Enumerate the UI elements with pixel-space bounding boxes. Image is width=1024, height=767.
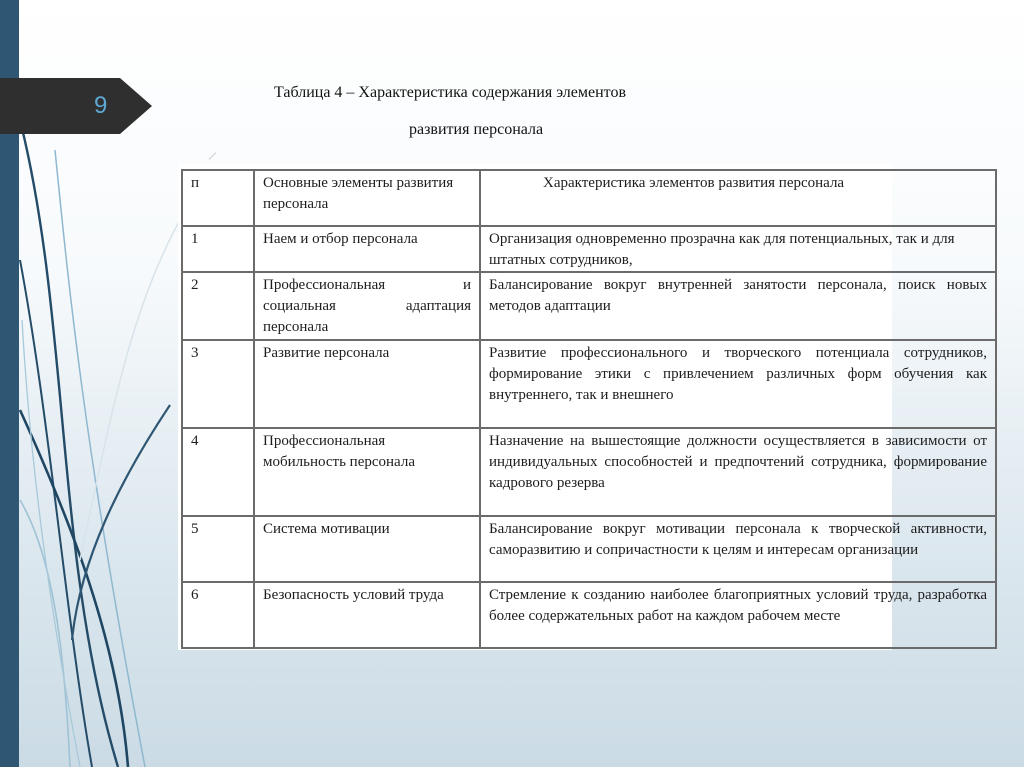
row-number: 2	[182, 272, 254, 340]
header-characteristics: Характеристика элементов развития персонала	[480, 170, 996, 226]
title-line-1: Таблица 4 – Характеристика содержания элементов	[274, 84, 627, 101]
row-description: Стремление к созданию наиболее благоприятных условий труда, разработка более содержательных работ на каждом рабочем месте	[480, 582, 996, 648]
slide-number: 9	[94, 92, 108, 119]
table-row	[182, 226, 996, 272]
row-description: Балансирование вокруг внутренней занятости персонала, поиск новых методов адаптации	[480, 272, 996, 340]
row-description: Организация одновременно прозрачна как для потенциальных, так и для штатных сотрудников,	[480, 226, 996, 272]
row-element: Наем и отбор персонала	[254, 226, 480, 272]
row-element: Безопасность условий труда	[254, 582, 480, 648]
row-number: 1	[182, 226, 254, 272]
row-number: 4	[182, 428, 254, 516]
personnel-development-table	[181, 169, 997, 649]
header-elements: Основные элементы развития персонала	[254, 170, 480, 226]
table-body	[182, 226, 996, 648]
row-number: 6	[182, 582, 254, 648]
table-row	[182, 272, 996, 340]
row-number: 3	[182, 340, 254, 428]
decorative-curve	[20, 410, 128, 767]
decorative-curve	[20, 500, 70, 767]
decorative-curve	[22, 320, 80, 767]
row-description: Развитие профессионального и творческого потенциала сотрудников, формирование этики с привлечением различных форм обучения как внутреннего, так и внешнего	[480, 340, 996, 428]
table-container	[178, 164, 987, 650]
row-element: Профессиональная мобильность персонала	[254, 428, 480, 516]
table-row	[182, 428, 996, 516]
row-element: Система мотивации	[254, 516, 480, 582]
row-description: Назначение на вышестоящие должности осуществляется в зависимости от индивидуальных способностей и предпочтений сотрудника, формирование кадрового резерва	[480, 428, 996, 516]
header-number: п	[182, 170, 254, 226]
slide-number-badge	[0, 78, 152, 134]
row-element: Развитие персонала	[254, 340, 480, 428]
title-line-2: развития персонала	[409, 121, 544, 138]
table-row	[182, 516, 996, 582]
decorative-curve	[80, 220, 180, 560]
table-row	[182, 582, 996, 648]
table-row	[182, 340, 996, 428]
row-element: Профессиональная и социальная адаптация персонала	[254, 272, 480, 340]
decorative-curve	[20, 260, 92, 767]
table-header-row	[182, 170, 996, 226]
decorative-curve	[20, 120, 118, 767]
decorative-curve	[72, 405, 170, 640]
row-description: Балансирование вокруг мотивации персонала к творческой активности, саморазвитию и сопричастности к целям и интересам организации	[480, 516, 996, 582]
table-header	[182, 170, 996, 226]
decorative-curve	[55, 150, 145, 767]
row-number: 5	[182, 516, 254, 582]
